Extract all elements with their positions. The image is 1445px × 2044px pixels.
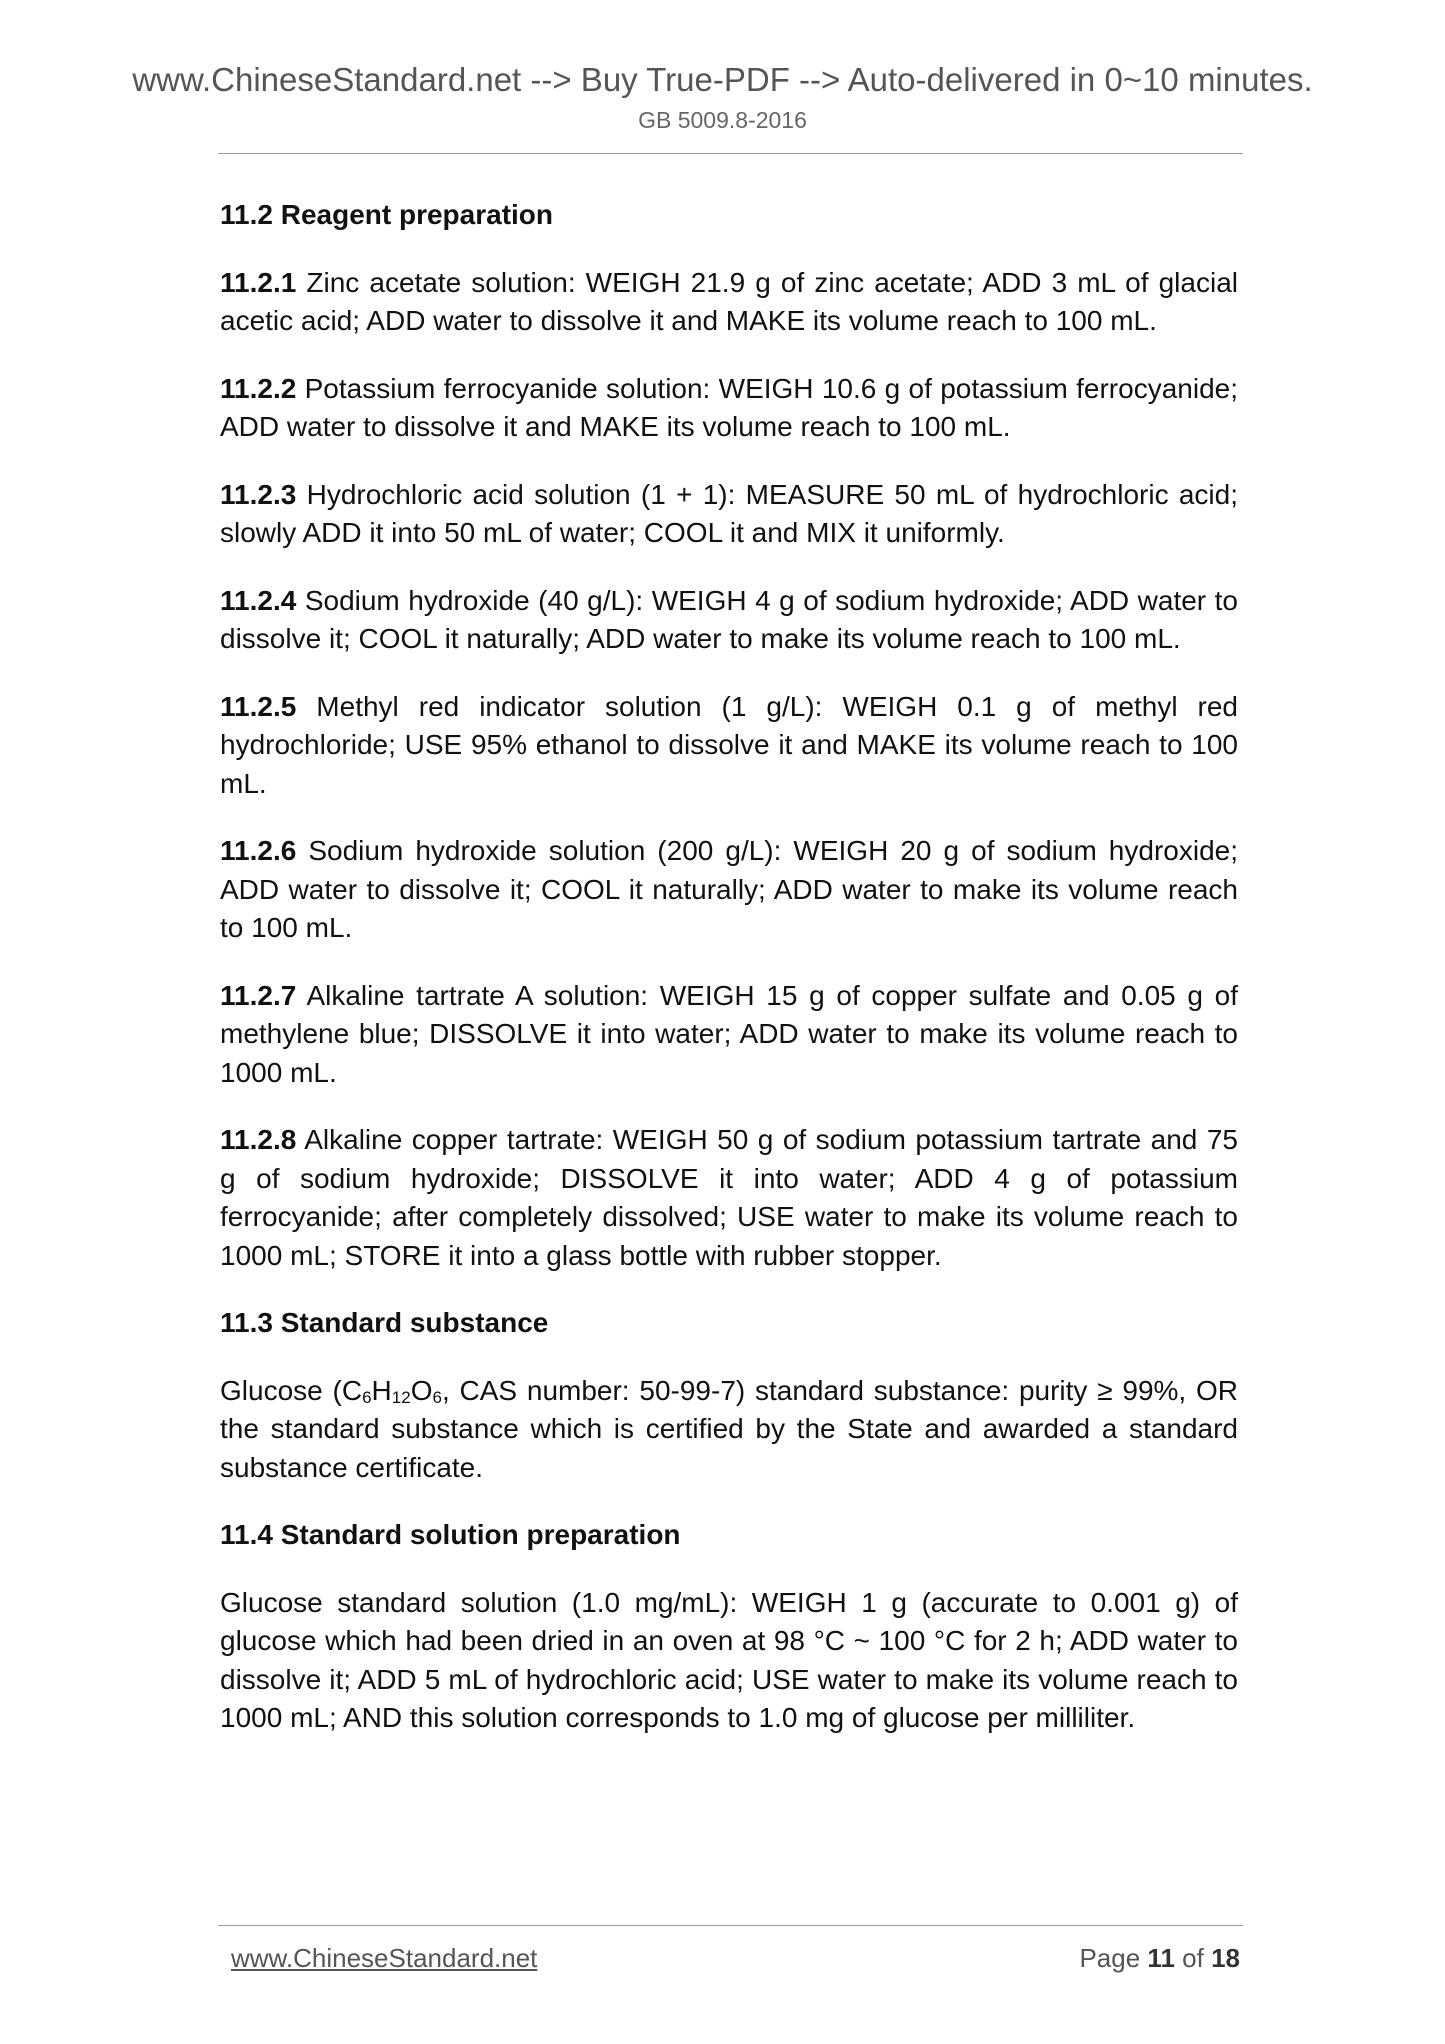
subscript: 6 [362,1387,372,1407]
paragraph-11-2-2 [220,370,1238,447]
paragraph-11-2-6 [220,832,1238,948]
clause-text: Sodium hydroxide (40 g/L): WEIGH 4 g of sodium hydroxide; ADD water to dissolve it; COOL it naturally; ADD water to make its volume reach to 100 mL. [220,584,1238,654]
page-number: 11 [1147,1943,1175,1973]
clause-text: Zinc acetate solution: WEIGH 21.9 g of zinc acetate; ADD 3 mL of glacial acetic acid; ADD water to dissolve it and MAKE its volume reach to 100 mL. [220,266,1238,336]
doc-code: GB 5009.8-2016 [638,107,807,133]
page-total: 18 [1211,1943,1240,1973]
paragraph-11-2-7 [220,977,1238,1093]
subscript: 12 [391,1387,411,1407]
clause-number: 11.2.8 [220,1124,297,1155]
clause-text: Potassium ferrocyanide solution: WEIGH 10.6 g of potassium ferrocyanide; ADD water to dissolve it and MAKE its volume reach to 100 mL. [220,372,1238,442]
page-label: Page [1079,1943,1141,1973]
header-divider [218,153,1243,154]
paragraph-11-2-3 [220,476,1238,553]
section-title-11-4: 11.4 Standard solution preparation [220,1519,681,1550]
of-label: of [1182,1943,1204,1973]
clause-text: Sodium hydroxide solution (200 g/L): WEIGH 20 g of sodium hydroxide; ADD water to dissolve it; COOL it naturally; ADD water to make its volume reach to 100 mL. [220,835,1238,943]
page-content [220,196,1238,1767]
section-title-11-3: 11.3 Standard substance [220,1307,549,1338]
header-banner[interactable]: www.ChineseStandard.net --> Buy True-PDF --> Auto-delivered in 0~10 minutes. [132,61,1313,98]
clause-number: 11.2.3 [220,478,297,510]
formula-part: H [371,1374,392,1406]
paragraph-11-2-4 [220,582,1238,659]
glucose-text-start: Glucose (C [220,1374,363,1406]
section-title-11-2: 11.2 Reagent preparation [220,199,554,230]
clause-number: 11.2.2 [220,372,297,404]
clause-text: Hydrochloric acid solution (1 + 1): MEASURE 50 mL of hydrochloric acid; slowly ADD it into 50 mL of water; COOL it and MIX it uniformly. [220,478,1238,548]
clause-number: 11.2.7 [220,979,297,1011]
formula-part: O [410,1374,433,1406]
footer-divider [218,1925,1243,1926]
clause-number: 11.2.1 [220,266,297,298]
clause-text: Methyl red indicator solution (1 g/L): WEIGH 0.1 g of methyl red hydrochloride; USE 95% ethanol to dissolve it and MAKE its volume reach to 100 mL. [220,690,1238,799]
clause-text: Alkaline tartrate A solution: WEIGH 15 g of copper sulfate and 0.05 g of methylene blue; DISSOLVE it into water; ADD water to make its volume reach to 1000 mL. [220,979,1238,1088]
clause-number: 11.2.5 [220,690,297,722]
paragraph-11-2-8 [220,1121,1238,1275]
paragraph-11-4: Glucose standard solution (1.0 mg/mL): WEIGH 1 g (accurate to 0.001 g) of glucose which had been dried in an oven at 98 °C ~ 100 °C for 2 h; ADD water to dissolve it; ADD 5 mL of hydrochloric acid; USE water to make its volume reach to 1000 mL; AND this solution corresponds to 1.0 mg of glucose per milliliter. [220,1586,1238,1733]
paragraph-11-2-5 [220,688,1238,804]
paragraph-11-3 [220,1372,1238,1488]
clause-text: Alkaline copper tartrate: WEIGH 50 g of sodium potassium tartrate and 75 g of sodium hydroxide; DISSOLVE it into water; ADD 4 g of potassium ferrocyanide; after completely dissolved; USE water to make its volume reach to 1000 mL; STORE it into a glass bottle with rubber stopper. [220,1124,1238,1271]
glucose-text-end: , CAS number: 50-99-7) standard substance: purity ≥ 99%, OR the standard substance which is certified by the State and awarded a standard substance certificate. [220,1374,1238,1483]
clause-number: 11.2.4 [220,584,297,616]
paragraph-11-2-1 [220,264,1238,341]
page-indicator [1079,1942,1240,1974]
footer-website-link[interactable]: www.ChineseStandard.net [231,1943,538,1973]
subscript: 6 [432,1387,442,1407]
clause-number: 11.2.6 [220,835,297,866]
